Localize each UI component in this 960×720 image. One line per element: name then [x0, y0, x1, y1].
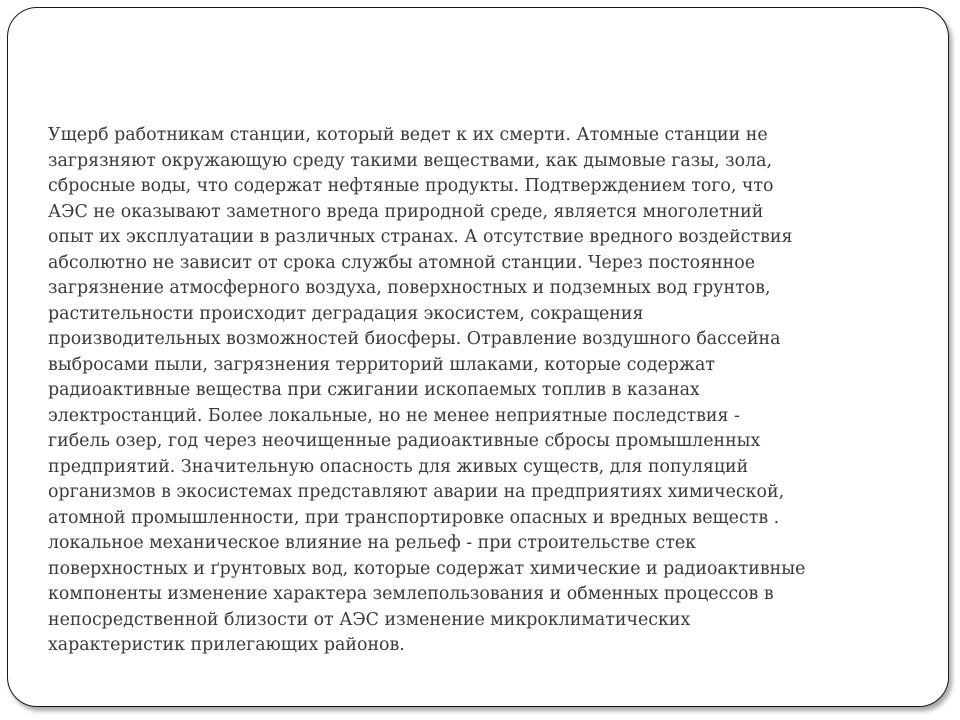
paragraph-line: радиоактивные вещества при сжигании ископаемых топлив в казанах [48, 380, 700, 400]
paragraph-line: компоненты изменение характера землепользования и обменных процессов в [48, 584, 774, 604]
paragraph-line: атомной промышленности, при транспортировке опасных и вредных веществ . [48, 507, 780, 528]
paragraph-line: производительных возможностей биосферы. Отравление воздушного бассейна [48, 329, 781, 349]
paragraph-line: АЭС не оказывают заметного вреда природной среде, является многолетний [48, 201, 764, 222]
paragraph-line: локальное механическое влияние на рельеф - при строительстве стек [48, 533, 696, 553]
paragraph-line: опыт их эксплуатации в различных странах. А отсутствие вредного воздействия [48, 227, 793, 247]
body-paragraph [48, 123, 918, 659]
paragraph-line: гибель озер, год через неочищенные радиоактивные сбросы промышленных [48, 431, 761, 451]
paragraph-line: сбросные воды, что содержат нефтяные продукты. Подтверждением того, что [48, 176, 774, 196]
paragraph-line: растительности происходит деградация экосистем, сокращения [48, 303, 644, 324]
slide-content [48, 123, 918, 659]
paragraph-line: Ущерб работникам станции, который ведет к их смерти. Атомные станции не [48, 125, 768, 145]
paragraph-line: организмов в экосистемах представляют аварии на предприятиях химической, [48, 482, 785, 502]
paragraph-line: загрязнение атмосферного воздуха, поверхностных и подземных вод грунтов, [48, 278, 771, 298]
paragraph-line: характеристик прилегающих районов. [48, 635, 405, 655]
paragraph-line: непосредственной близости от АЭС изменение микроклиматических [48, 609, 691, 630]
paragraph-line: абсолютно не зависит от срока службы атомной станции. Через постоянное [48, 252, 756, 273]
paragraph-line: загрязняют окружающую среду такими веществами, как дымовые газы, зола, [48, 150, 773, 171]
paragraph-line: поверхностных и ґрунтовых вод, которые содержат химические и радиоактивные [48, 558, 806, 579]
paragraph-line: предприятий. Значительную опасность для живых существ, для популяций [48, 456, 749, 477]
paragraph-line: выбросами пыли, загрязнения территорий шлаками, которые содержат [48, 354, 715, 375]
paragraph-line: электростанций. Более локальные, но не менее неприятные последствия - [48, 405, 740, 426]
